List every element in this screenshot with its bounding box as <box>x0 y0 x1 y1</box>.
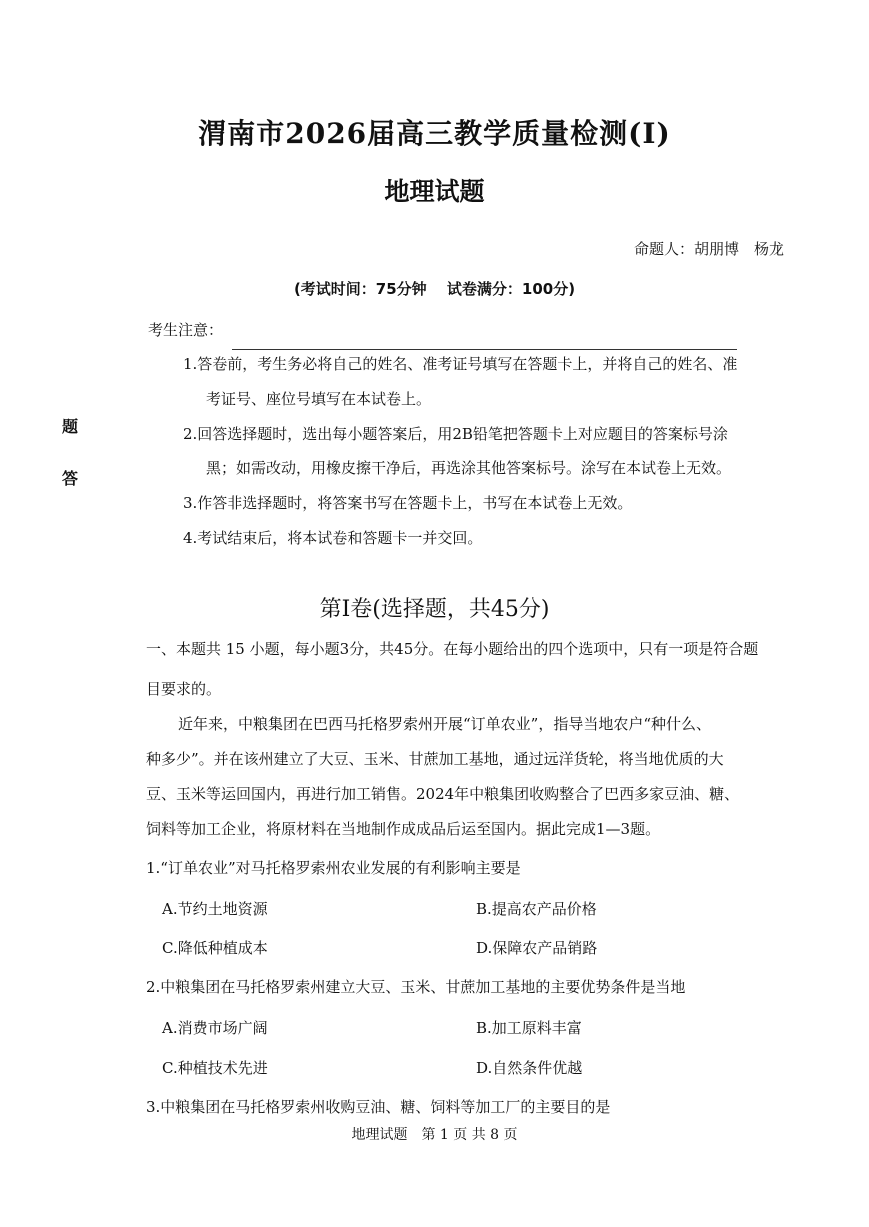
notice-rule <box>232 349 737 350</box>
question-1-option-c: C.降低种植成本 <box>162 939 268 957</box>
question-2-option-d: D.自然条件优越 <box>476 1059 583 1077</box>
notice-item-1-line-2: 考证号、座位号填写在本试卷上。 <box>206 390 432 408</box>
exam-title: 渭南市2026届高三教学质量检测(Ⅰ) <box>198 117 671 150</box>
notice-item-2-line-2: 黑；如需改动，用橡皮擦干净后，再选涂其他答案标号。涂写在本试卷上无效。 <box>206 459 732 477</box>
notice-item-1-line-1: 1.答卷前，考生务必将自己的姓名、准考证号填写在答题卡上，并将自己的姓名、准 <box>183 355 738 373</box>
question-1-option-d: D.保障农产品销路 <box>476 939 598 957</box>
page-footer: 地理试题 第 1 页 共 8 页 <box>351 1127 518 1143</box>
question-2-option-a: A.消费市场广阔 <box>162 1019 268 1037</box>
notice-item-2-line-1: 2.回答选择题时，选出每小题答案后，用2B铅笔把答题卡上对应题目的答案标号涂 <box>183 425 728 443</box>
question-3-stem: 3.中粮集团在马托格罗索州收购豆油、糖、饲料等加工厂的主要目的是 <box>146 1098 611 1116</box>
side-mark-char-da: 答 <box>62 469 79 488</box>
side-mark-char-ti: 题 <box>62 417 79 436</box>
passage-line-3: 豆、玉米等运回国内，再进行加工销售。2024年中粮集团收购整合了巴西多家豆油、糖、 <box>146 785 740 803</box>
exam-time-info: (考试时间：75分钟 试卷满分：100分) <box>293 280 576 298</box>
question-2-option-b: B.加工原料丰富 <box>476 1019 582 1037</box>
notice-item-4: 4.考试结束后，将本试卷和答题卡一并交回。 <box>183 529 483 547</box>
section-instruction-line-2: 目要求的。 <box>146 680 222 698</box>
question-2-stem: 2.中粮集团在马托格罗索州建立大豆、玉米、甘蔗加工基地的主要优势条件是当地 <box>146 978 686 996</box>
passage-line-1: 近年来，中粮集团在巴西马托格罗索州开展“订单农业”，指导当地农户“种什么、 <box>178 715 712 733</box>
question-2-option-c: C.种植技术先进 <box>162 1059 268 1077</box>
subject-title: 地理试题 <box>384 177 485 206</box>
section-instruction-line-1: 一、本题共 15 小题，每小题3分，共45分。在每小题给出的四个选项中，只有一项是符合题 <box>146 640 759 658</box>
question-1-option-a: A.节约土地资源 <box>162 900 268 918</box>
passage-line-2: 种多少”。并在该州建立了大豆、玉米、甘蔗加工基地，通过远洋货轮，将当地优质的大 <box>146 750 724 768</box>
author-line: 命题人：胡朋博 杨龙 <box>634 240 785 258</box>
notice-item-3: 3.作答非选择题时，将答案书写在答题卡上，书写在本试卷上无效。 <box>183 494 633 512</box>
question-1-stem: 1.“订单农业”对马托格罗索州农业发展的有利影响主要是 <box>146 859 521 877</box>
passage-line-4: 饲料等加工企业，将原材料在当地制作成成品后运至国内。据此完成1—3题。 <box>146 820 661 838</box>
notice-heading: 考生注意： <box>148 321 224 339</box>
section-title: 第Ⅰ卷(选择题，共45分) <box>319 597 550 622</box>
question-1-option-b: B.提高农产品价格 <box>476 900 597 918</box>
